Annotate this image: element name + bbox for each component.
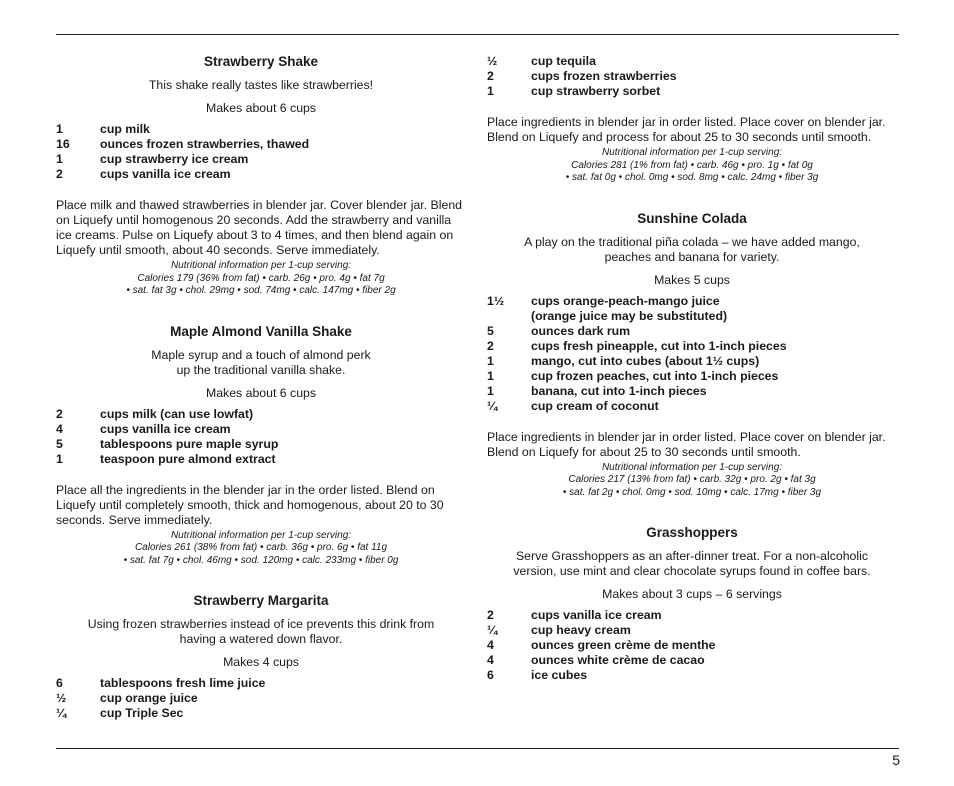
ingredient-qty: 1 — [487, 84, 494, 98]
ingredient-qty: 4 — [487, 653, 494, 667]
ingredient-row — [56, 137, 466, 152]
ingredient-qty: 2 — [56, 167, 63, 181]
ingredient-text: cup Triple Sec — [100, 706, 184, 720]
ingredient-row — [487, 309, 897, 324]
nutrition-info: Nutritional information per 1-cup serving: Calories 179 (36% from fat) • carb. 26g • pro. 4g • fat 7g • sat. fat 3g • chol. 29mg • sod. 74mg • calc. 147mg • fiber 2g — [126, 260, 396, 296]
ingredient-text: cup frozen peaches, cut into 1-inch pieces — [531, 368, 779, 383]
left-column — [56, 54, 466, 747]
ingredient-qty: 1½ — [487, 293, 505, 308]
recipe-strawberry-margarita — [56, 593, 466, 721]
ingredient-text: cup strawberry sorbet — [531, 84, 661, 98]
ingredient-qty: 6 — [56, 676, 63, 690]
ingredient-qty: 2 — [487, 69, 494, 83]
recipe-method: Place ingredients in blender jar in order listed. Place cover on blender jar. Blend on Liquefy and process for about 25 to 30 seconds until smooth. — [487, 115, 886, 144]
ingredient-row — [487, 69, 897, 84]
nutrition-info: Nutritional information per 1-cup serving: Calories 281 (1% from fat) • carb. 46g • pro. 1g • fat 0g • sat. fat 0g • chol. 0mg • sod. 8mg • calc. 24mg • fiber 3g — [565, 147, 819, 183]
ingredient-qty: 1 — [487, 368, 494, 383]
ingredient-row — [56, 452, 466, 467]
ingredient-qty: 1 — [56, 451, 63, 466]
recipe-maple-almond-vanilla-shake — [56, 324, 466, 568]
ingredient-row — [487, 324, 897, 339]
ingredient-qty: 1 — [487, 353, 494, 368]
ingredient-text: cups frozen strawberries — [531, 69, 677, 83]
recipe-title: Strawberry Shake — [203, 54, 319, 69]
recipe-yield: Makes 4 cups — [223, 655, 299, 669]
recipe-method: Place ingredients in blender jar in order listed. Place cover on blender jar. Blend on Liquefy for about 25 to 30 seconds until smooth. — [487, 429, 886, 459]
ingredient-qty: ¼ — [487, 623, 498, 637]
page-number: 5 — [892, 752, 900, 768]
ingredient-text: cup cream of coconut — [531, 398, 659, 413]
ingredient-row — [56, 706, 466, 721]
top-rule — [56, 34, 899, 35]
ingredient-qty: 4 — [56, 421, 63, 436]
ingredient-qty: ½ — [56, 691, 67, 705]
ingredient-qty: 1 — [56, 122, 63, 136]
ingredient-qty: 1 — [56, 152, 63, 166]
ingredient-row — [56, 437, 466, 452]
ingredient-row — [487, 294, 897, 309]
ingredient-qty: ¼ — [487, 398, 498, 413]
ingredient-text: ounces white crème de cacao — [531, 653, 705, 667]
ingredient-text: ice cubes — [531, 668, 588, 682]
right-column — [487, 54, 897, 709]
ingredient-row — [56, 691, 466, 706]
ingredient-text: cups vanilla ice cream — [100, 421, 231, 436]
ingredient-row — [56, 407, 466, 422]
ingredient-row — [487, 608, 897, 623]
ingredient-row — [487, 354, 897, 369]
ingredient-row — [487, 54, 897, 69]
ingredient-qty: 2 — [56, 406, 63, 421]
ingredient-qty: 2 — [487, 608, 494, 622]
recipe-intro: Serve Grasshoppers as an after-dinner treat. For a non-alcoholic version, use mint and clear chocolate syrups found in coffee bars. — [513, 549, 871, 578]
recipe-intro: Using frozen strawberries instead of ice prevents this drink from having a watered down flavor. — [87, 617, 435, 646]
ingredient-text: cups vanilla ice cream — [531, 608, 662, 622]
recipe-title: Maple Almond Vanilla Shake — [170, 323, 352, 339]
ingredient-text: cup orange juice — [100, 691, 198, 705]
recipe-strawberry-shake — [56, 54, 466, 298]
ingredient-text: cups milk (can use lowfat) — [100, 406, 254, 421]
ingredient-row — [56, 167, 466, 182]
ingredient-qty: ¼ — [56, 706, 67, 720]
ingredient-row — [487, 339, 897, 354]
ingredient-text: cup strawberry ice cream — [100, 152, 249, 166]
ingredient-row — [487, 653, 897, 668]
ingredient-text: teaspoon pure almond extract — [100, 451, 276, 466]
ingredient-text: ounces dark rum — [531, 323, 631, 338]
recipe-strawberry-margarita-continued — [487, 54, 897, 185]
ingredient-row — [56, 152, 466, 167]
recipe-method: Place all the ingredients in the blender jar in the order listed. Blend on Liquefy until completely smooth, thick and homogenous, about 20 to 30 seconds. Serve immediately. — [56, 482, 444, 527]
ingredient-text: cups vanilla ice cream — [100, 167, 231, 181]
ingredient-row — [487, 623, 897, 638]
ingredient-list — [56, 407, 466, 467]
recipe-title: Sunshine Colada — [637, 210, 747, 226]
ingredient-qty — [487, 309, 531, 324]
ingredient-row — [487, 384, 897, 399]
ingredient-text: ounces frozen strawberries, thawed — [100, 137, 310, 151]
ingredient-text: tablespoons fresh lime juice — [100, 676, 266, 690]
recipe-sunshine-colada — [487, 211, 897, 500]
recipe-grasshoppers — [487, 525, 897, 683]
recipe-intro: A play on the traditional piña colada – we have added mango, peaches and banana for variety. — [524, 234, 860, 264]
recipe-intro: Maple syrup and a touch of almond perk up the traditional vanilla shake. — [151, 347, 371, 377]
nutrition-info: Nutritional information per 1-cup serving: Calories 217 (13% from fat) • carb. 32g • pro. 2g • fat 3g • sat. fat 2g • chol. 0mg • sod. 10mg • calc. 17mg • fiber 3g — [562, 461, 822, 498]
recipe-yield: Makes 5 cups — [654, 272, 730, 287]
ingredient-row — [487, 399, 897, 414]
ingredient-list — [487, 294, 897, 414]
ingredient-qty: 5 — [56, 436, 63, 451]
ingredient-row — [56, 422, 466, 437]
ingredient-text: cup heavy cream — [531, 623, 631, 637]
ingredient-row — [487, 668, 897, 683]
ingredient-row — [487, 638, 897, 653]
ingredient-list — [56, 676, 466, 721]
ingredient-row — [56, 122, 466, 137]
recipe-method: Place milk and thawed strawberries in blender jar. Cover blender jar. Blend on Liquefy until homogenous 20 seconds. Add the strawberry and vanilla ice creams. Pulse on Liquefy about 3 to 4 times, and then blend again on Liquefy until smooth, about 40 seconds. Serve immediately. — [56, 198, 463, 257]
ingredient-list — [487, 54, 897, 99]
ingredient-qty: 5 — [487, 323, 494, 338]
recipe-title: Strawberry Margarita — [193, 593, 329, 608]
recipe-yield: Makes about 6 cups — [205, 385, 317, 400]
ingredient-row — [487, 84, 897, 99]
ingredient-list — [56, 122, 466, 182]
ingredient-text: cup milk — [100, 122, 150, 136]
ingredient-text: (orange juice may be substituted) — [531, 308, 728, 323]
ingredient-row — [487, 369, 897, 384]
ingredient-text: tablespoons pure maple syrup — [100, 436, 279, 451]
ingredient-text: mango, cut into cubes (about 1½ cups) — [531, 353, 760, 368]
ingredient-text: ounces green crème de menthe — [531, 638, 716, 652]
ingredient-text: cups orange-peach-mango juice — [531, 293, 720, 308]
ingredient-row — [56, 676, 466, 691]
bottom-rule — [56, 748, 899, 749]
recipe-intro: This shake really tastes like strawberries! — [148, 78, 374, 92]
ingredient-qty: 1 — [487, 383, 494, 398]
ingredient-text: cup tequila — [531, 54, 596, 68]
ingredient-qty: 16 — [56, 137, 70, 151]
ingredient-list — [487, 608, 897, 683]
ingredient-qty: 6 — [487, 668, 494, 682]
ingredient-text: cups fresh pineapple, cut into 1-inch pieces — [531, 338, 787, 353]
ingredient-qty: 2 — [487, 338, 494, 353]
ingredient-text: banana, cut into 1-inch pieces — [531, 383, 707, 398]
nutrition-info: Nutritional information per 1-cup serving: Calories 261 (38% from fat) • carb. 36g • pro. 6g • fat 11g • sat. fat 7g • chol. 46mg • sod. 120mg • calc. 233mg • fiber 0g — [123, 529, 399, 566]
ingredient-qty: ½ — [487, 54, 498, 68]
ingredient-qty: 4 — [487, 638, 494, 652]
recipe-title: Grasshoppers — [646, 525, 738, 540]
recipe-yield: Makes about 3 cups – 6 servings — [602, 587, 782, 601]
recipe-yield: Makes about 6 cups — [205, 101, 317, 115]
